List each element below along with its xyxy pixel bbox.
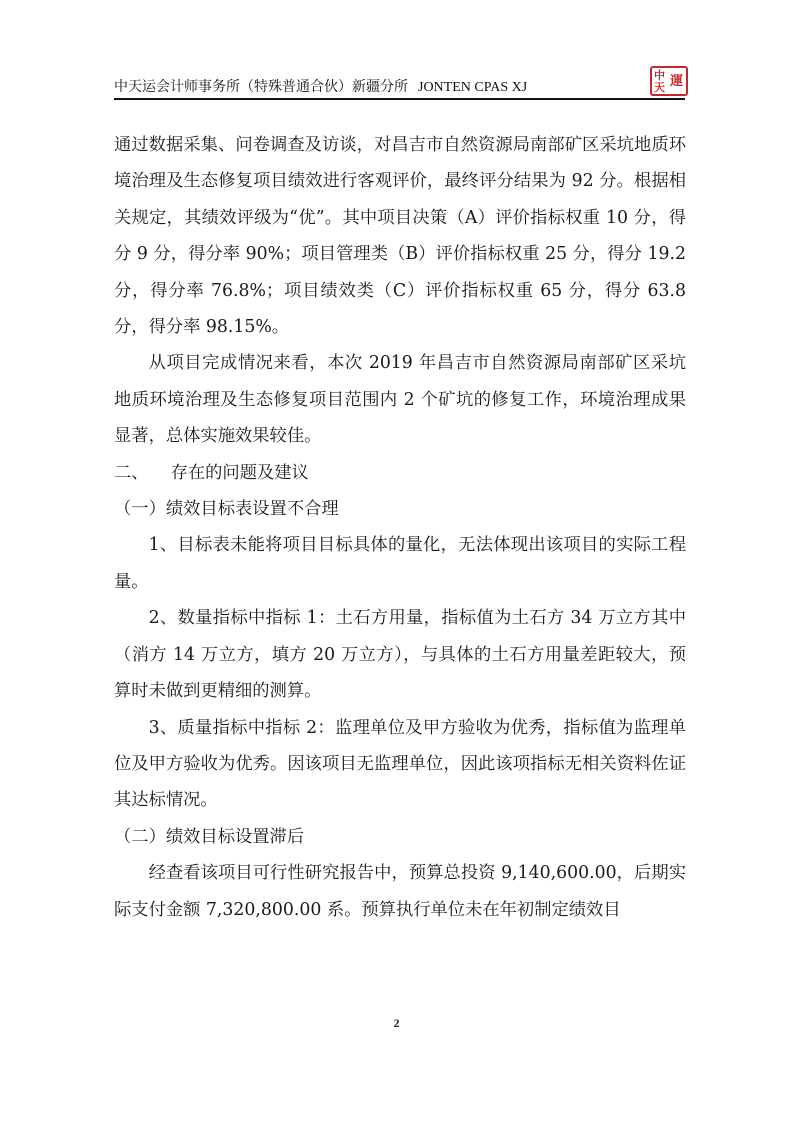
section-title: 存在的问题及建议	[170, 462, 309, 483]
section-number: 二、	[114, 462, 149, 483]
evaluation-summary-paragraph: 通过数据采集、问卷调查及访谈，对昌吉市自然资源局南部矿区采坑地质环境治理及生态修复项目绩效进行客观评价，最终评分结果为 92 分。根据相关规定，其绩效评级为“优”。其中项目决策（A）评价指标权重 10 分，得分 9 分，得分率 90%；项目管理类（B）评价指标权重 25 分，得分 19.2 分，得分率 76.8%；项目绩效类（C）评价指标权重 65 分，得分 63.8 分，得分率 98.15%。	[114, 135, 686, 338]
page-number: 2	[393, 1016, 400, 1030]
firm-header-text	[114, 78, 527, 97]
section-heading-problems	[114, 455, 686, 491]
page-header	[114, 70, 685, 98]
firm-name-en: JONTEN CPAS XJ	[418, 80, 528, 95]
budget-paragraph: 经查看该项目可行性研究报告中，预算总投资 9,140,600.00，后期实际支付金额 7,320,800.00 系。预算执行单位未在年初制定绩效目	[114, 863, 686, 920]
completion-paragraph: 从项目完成情况来看，本次 2019 年昌吉市自然资源局南部矿区采坑地质环境治理及生态修复项目范围内 2 个矿坑的修复工作，环境治理成果显著，总体实施效果较佳。	[114, 353, 686, 447]
list-item: 1、目标表未能将项目目标具体的量化，无法体现出该项目的实际工程量。	[114, 535, 686, 592]
jonten-logo-icon: 中 天 運	[650, 66, 688, 96]
subsection-heading-2: （二）绩效目标设置滞后	[114, 826, 305, 847]
list-item: 2、数量指标中指标 1：土石方用量，指标值为土石方 34 万立方其中（消方 14 万立方，填方 20 万立方），与具体的土石方用量差距较大，预算时未做到更精细的测算。	[114, 608, 686, 702]
document-body	[114, 127, 686, 928]
firm-name: 中天运会计师事务所（特殊普通合伙）新疆分所	[114, 79, 408, 95]
header-divider	[114, 98, 685, 100]
subsection-heading-1: （一）绩效目标表设置不合理	[114, 499, 339, 520]
list-item: 3、质量指标中指标 2：监理单位及甲方验收为优秀，指标值为监理单位及甲方验收为优秀。因该项目无监理单位，因此该项指标无相关资料佐证其达标情况。	[114, 717, 686, 811]
